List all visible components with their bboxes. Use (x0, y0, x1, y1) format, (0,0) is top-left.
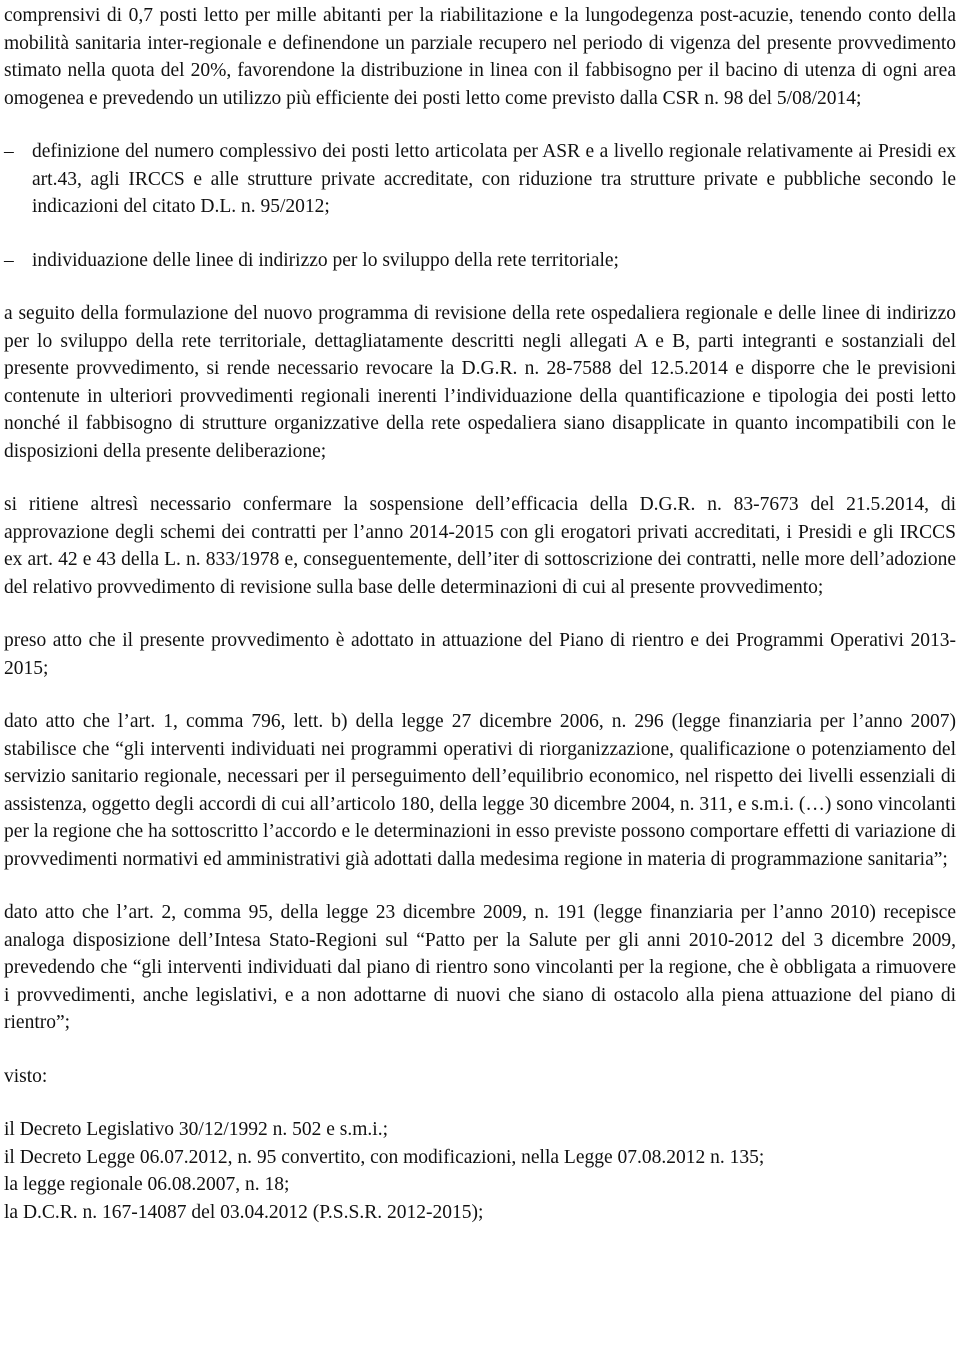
list-item-individuazione (4, 247, 956, 275)
spacer (4, 274, 956, 300)
paragraph-piano-rientro: preso atto che il presente provvedimento è adottato in attuazione del Piano di rientro e dei Programmi Operativi 2013-2015; (4, 630, 956, 679)
spacer (4, 873, 956, 899)
list-item-text: individuazione delle linee di indirizzo per lo sviluppo della rete territoriale; (32, 249, 619, 271)
dash-bullet: – (4, 249, 14, 271)
reference-item: il Decreto Legge 06.07.2012, n. 95 convertito, con modificazioni, nella Legge 07.08.2012 n. 135; (4, 1146, 765, 1168)
dash-bullet: – (4, 141, 14, 162)
spacer (4, 601, 956, 627)
paragraph-revisione-rete: a seguito della formulazione del nuovo programma di revisione della rete ospedaliera regionale e delle linee di indirizzo per lo sviluppo della rete territoriale, dettagliatamente descritti negli allegati A e B, parti integranti e sostanziali del presente provvedimento, si rende necessario revocare la D.G.R. n. 28-7588 del 12.5.2014 e disporre che le previsioni contenute in ulteriori provvedimenti regionali inerenti l’individuazione della quantificazione e tipologia dei posti letto nonché il fabbisogno di strutture organizzative della rete ospedaliera siano disapplicate in quanto incompatibili con le disposizioni della presente deliberazione; (4, 303, 956, 462)
paragraph-posti-letto: comprensivi di 0,7 posti letto per mille abitanti per la riabilitazione e la lungodegenza post-acuzie, tenendo conto della mobilità sanitaria inter-regionale e definendone un parziale recupero nel periodo di vigenza del presente provvedimento stimato nella quota del 20%, favorendone la distribuzione in linea con il fabbisogno per il bacino di utenza di ogni area omogenea e prevedendo un utilizzo più efficiente dei posti letto come previsto dalla CSR n. 98 del 5/08/2014; (4, 5, 956, 109)
references-list (4, 1116, 956, 1226)
paragraph-legge-2006: dato atto che l’art. 1, comma 796, lett. b) della legge 27 dicembre 2006, n. 296 (legge finanziaria per l’anno 2007) stabilisce che “gli interventi individuati nei programmi operativi di riorganizzazione, qualificazione o potenziamento del servizio sanitario regionale, necessari per il perseguimento dell’equilibrio economico, nel rispetto dei livelli essenziali di assistenza, oggetto degli accordi di cui all’articolo 180, della legge 30 dicembre 2004, n. 311, e s.m.i. (…) sono vincolanti per la regione che ha sottoscritto l’accordo e le determinazioni in esso previste possono comportare effetti di variazione di provvedimenti normativi ed amministrativi già adottati dalla medesima regione in materia di programmazione sanitaria”; (4, 711, 956, 870)
list-item-text: definizione del numero complessivo dei posti letto articolata per ASR e a livello regionale relativamente ai Presidi ex art.43, agli IRCCS e alle strutture private accreditate, con riduzione tra strutture private e pubbliche secondo le indicazioni del citato D.L. n. 95/2012; (32, 141, 956, 217)
visto-heading: visto: (4, 1065, 48, 1087)
reference-item: il Decreto Legislativo 30/12/1992 n. 502 e s.m.i.; (4, 1119, 388, 1140)
spacer (4, 682, 956, 708)
spacer (4, 465, 956, 491)
spacer (4, 1090, 956, 1116)
spacer (4, 221, 956, 247)
reference-item: la D.C.R. n. 167-14087 del 03.04.2012 (P.S.S.R. 2012-2015); (4, 1201, 484, 1223)
list-item-definizione (4, 138, 956, 221)
paragraph-legge-2009: dato atto che l’art. 2, comma 95, della legge 23 dicembre 2009, n. 191 (legge finanziaria per l’anno 2010) recepisce analoga disposizione dell’Intesa Stato-Regioni sul “Patto per la Salute per gli anni 2010-2012 del 3 dicembre 2009, prevedendo che “gli interventi individuati dal piano di rientro sono vincolanti per la regione, che è obbligata a rimuovere i provvedimenti, anche legislativi, e a non adottarne di nuovi che siano di ostacolo alla piena attuazione del piano di rientro”; (4, 902, 956, 1033)
spacer (4, 1037, 956, 1063)
paragraph-sospensione-dgr: si ritiene altresì necessario confermare la sospensione dell’efficacia della D.G.R. n. 83-7673 del 21.5.2014, di approvazione degli schemi dei contratti per l’anno 2014-2015 con gli erogatori privati accreditati, i Presidi e gli IRCCS ex art. 42 e 43 della L. n. 833/1978 e, conseguentemente, dell’iter di sottoscrizione dei contratti, nelle more dell’adozione del relativo provvedimento di revisione sulla base delle determinazioni di cui al presente provvedimento; (4, 494, 956, 598)
spacer (4, 112, 956, 138)
reference-item: la legge regionale 06.08.2007, n. 18; (4, 1174, 290, 1195)
